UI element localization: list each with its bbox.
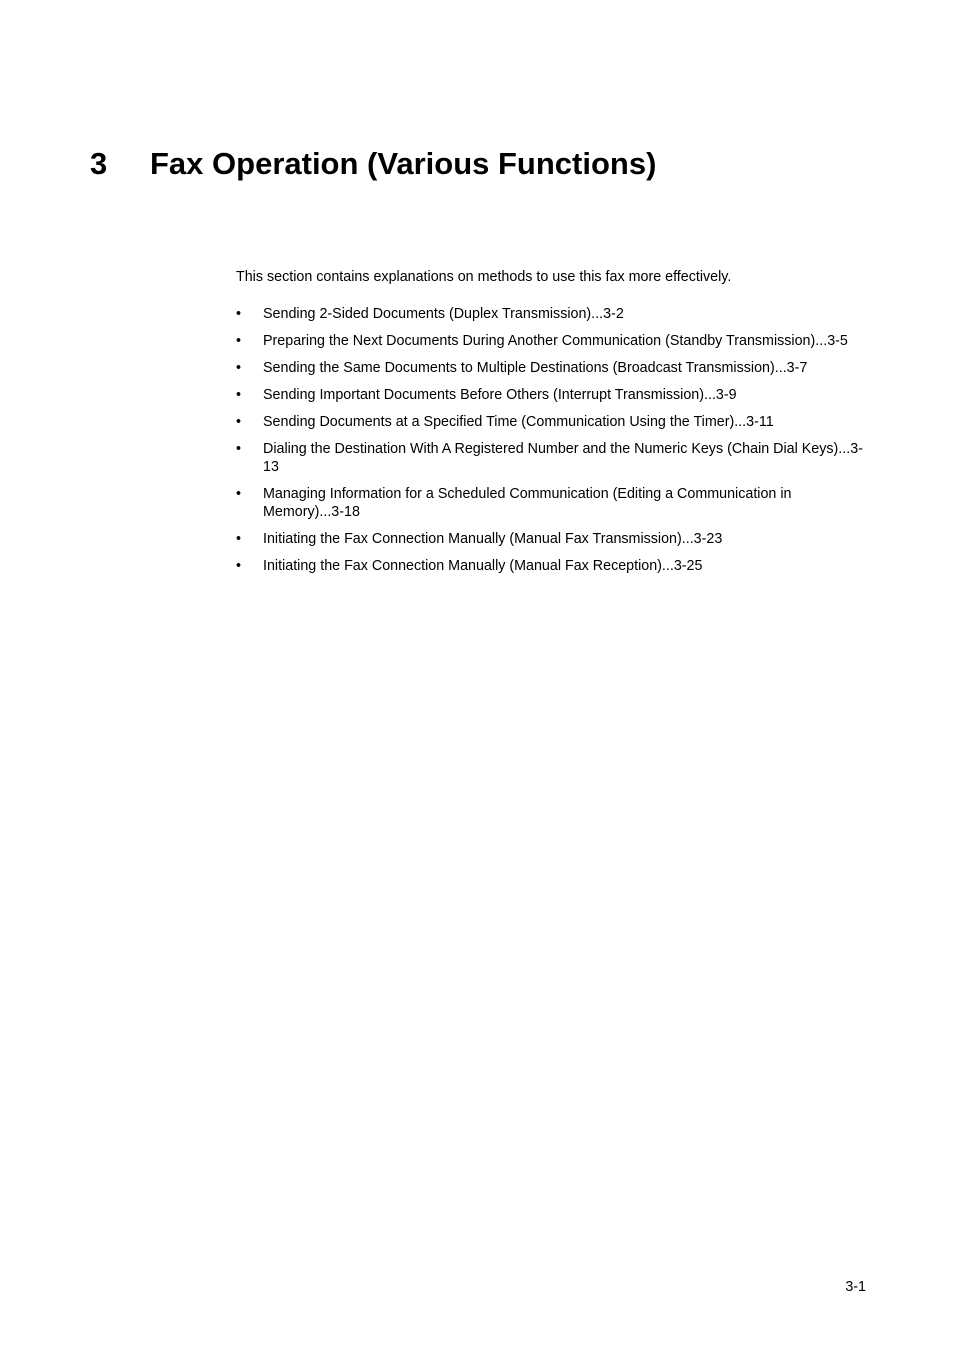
- bullet-icon: •: [236, 531, 242, 547]
- toc-item-label: Initiating the Fax Connection Manually (Manual Fax Reception)...3-25: [263, 558, 703, 574]
- toc-item-label: Preparing the Next Documents During Another Communication (Standby Transmission)...3-5: [263, 333, 848, 349]
- toc-list: [236, 305, 876, 584]
- toc-item[interactable]: [236, 359, 876, 377]
- toc-item-label: Sending 2-Sided Documents (Duplex Transmission)...3-2: [263, 306, 624, 322]
- toc-item-label: Sending Documents at a Specified Time (Communication Using the Timer)...3-11: [263, 414, 774, 430]
- toc-item[interactable]: [236, 485, 876, 521]
- chapter-number: 3: [90, 146, 108, 181]
- bullet-icon: •: [236, 306, 242, 322]
- toc-item-label: Dialing the Destination With A Registered Number and the Numeric Keys (Chain Dial Keys)...3-13: [263, 441, 863, 475]
- bullet-icon: •: [236, 441, 242, 457]
- bullet-icon: •: [236, 414, 242, 430]
- toc-item[interactable]: [236, 557, 876, 575]
- toc-item[interactable]: [236, 440, 876, 476]
- bullet-icon: •: [236, 387, 242, 403]
- bullet-icon: •: [236, 486, 242, 502]
- bullet-icon: •: [236, 558, 242, 574]
- toc-item-label: Sending Important Documents Before Others (Interrupt Transmission)...3-9: [263, 387, 737, 403]
- intro-text: This section contains explanations on methods to use this fax more effectively.: [236, 269, 732, 285]
- toc-item-label: Sending the Same Documents to Multiple Destinations (Broadcast Transmission)...3-7: [263, 360, 808, 376]
- toc-item[interactable]: [236, 305, 876, 323]
- bullet-icon: •: [236, 360, 242, 376]
- chapter-heading: [90, 146, 656, 182]
- chapter-title: Fax Operation (Various Functions): [150, 146, 657, 181]
- toc-item[interactable]: [236, 332, 876, 350]
- toc-item-label: Managing Information for a Scheduled Communication (Editing a Communication in Memory)...3-18: [263, 486, 792, 520]
- toc-item[interactable]: [236, 530, 876, 548]
- bullet-icon: •: [236, 333, 242, 349]
- toc-item[interactable]: [236, 386, 876, 404]
- toc-item[interactable]: [236, 413, 876, 431]
- toc-item-label: Initiating the Fax Connection Manually (Manual Fax Transmission)...3-23: [263, 531, 723, 547]
- page-number: 3-1: [845, 1279, 866, 1295]
